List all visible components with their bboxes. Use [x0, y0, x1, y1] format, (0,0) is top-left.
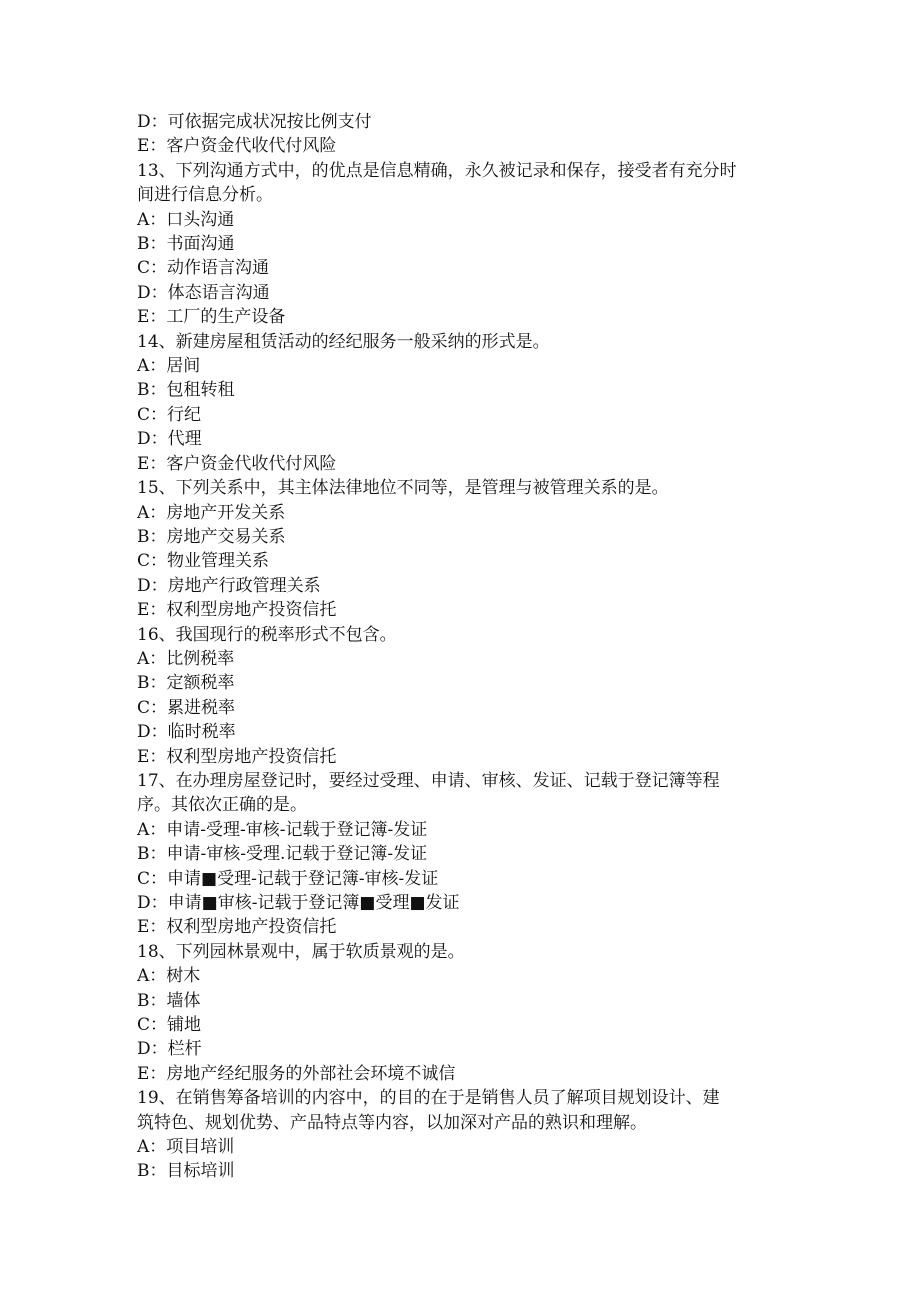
question-16: 16、我国现行的税率形式不包含。 — [137, 624, 397, 645]
option-text: C：物业管理关系 — [137, 551, 270, 572]
question-14: 14、新建房屋租赁活动的经纪服务一般采纳的形式是。 — [137, 331, 550, 352]
option-text: A：项目培训 — [137, 1137, 235, 1158]
option-text: D：申请■审核-记载于登记簿■受理■发证 — [137, 893, 460, 913]
question-18: 18、下列园林景观中，属于软质景观的是。 — [137, 941, 465, 962]
option-text: B：目标培训 — [137, 1161, 235, 1182]
option-text: E：客户资金代收代付风险 — [137, 453, 337, 474]
option-text: A：口头沟通 — [137, 209, 235, 230]
option-text: E：权利型房地产投资信托 — [137, 600, 337, 621]
option-text: B：定额税率 — [137, 673, 235, 694]
option-text: C：动作语言沟通 — [137, 258, 270, 279]
question-13-continued: 间进行信息分析。 — [137, 185, 273, 206]
option-text: D：体态语言沟通 — [137, 282, 270, 303]
option-text: D：栏杆 — [137, 1039, 202, 1060]
option-text: B：墙体 — [137, 990, 201, 1011]
option-text: B：房地产交易关系 — [137, 526, 286, 547]
option-text: B：包租转租 — [137, 380, 235, 401]
option-text: A：居间 — [137, 356, 201, 377]
option-text: C：行纪 — [137, 404, 202, 425]
option-text: D：代理 — [137, 429, 202, 450]
question-13: 13、下列沟通方式中，的优点是信息精确，永久被记录和保存，接受者有充分时 — [137, 160, 737, 181]
option-text: E：权利型房地产投资信托 — [137, 746, 337, 767]
question-17: 17、在办理房屋登记时，要经过受理、申请、审核、发证、记载于登记簿等程 — [137, 770, 720, 791]
option-text: A：申请-受理-审核-记载于登记簿-发证 — [137, 819, 428, 840]
option-text: E：工厂的生产设备 — [137, 307, 286, 328]
option-text: A：树木 — [137, 966, 201, 987]
question-19: 19、在销售筹备培训的内容中，的目的在于是销售人员了解项目规划设计、建 — [137, 1088, 720, 1109]
option-text: E：客户资金代收代付风险 — [137, 136, 337, 157]
option-text: B：申请-审核-受理.记载于登记簿-发证 — [137, 844, 428, 865]
option-text: C：申请■受理-记载于登记簿-审核-发证 — [137, 868, 439, 889]
option-text: C：铺地 — [137, 1015, 202, 1036]
option-text: C：累进税率 — [137, 697, 236, 718]
question-19-continued: 筑特色、规划优势、产品特点等内容，以加深对产品的熟识和理解。 — [137, 1112, 647, 1133]
option-text: A：比例税率 — [137, 648, 235, 669]
option-text: E：权利型房地产投资信托 — [137, 917, 337, 938]
question-17-continued: 序。其依次正确的是。 — [137, 795, 307, 816]
option-text: E：房地产经纪服务的外部社会环境不诚信 — [137, 1063, 456, 1084]
option-text: A：房地产开发关系 — [137, 502, 286, 523]
option-text: D：可依据完成状况按比例支付 — [137, 112, 372, 132]
option-text: B：书面沟通 — [137, 234, 235, 255]
option-text: D：房地产行政管理关系 — [137, 575, 321, 596]
option-text: D：临时税率 — [137, 722, 236, 743]
question-15: 15、下列关系中，其主体法律地位不同等，是管理与被管理关系的是。 — [137, 478, 669, 499]
document-body — [137, 110, 797, 1184]
